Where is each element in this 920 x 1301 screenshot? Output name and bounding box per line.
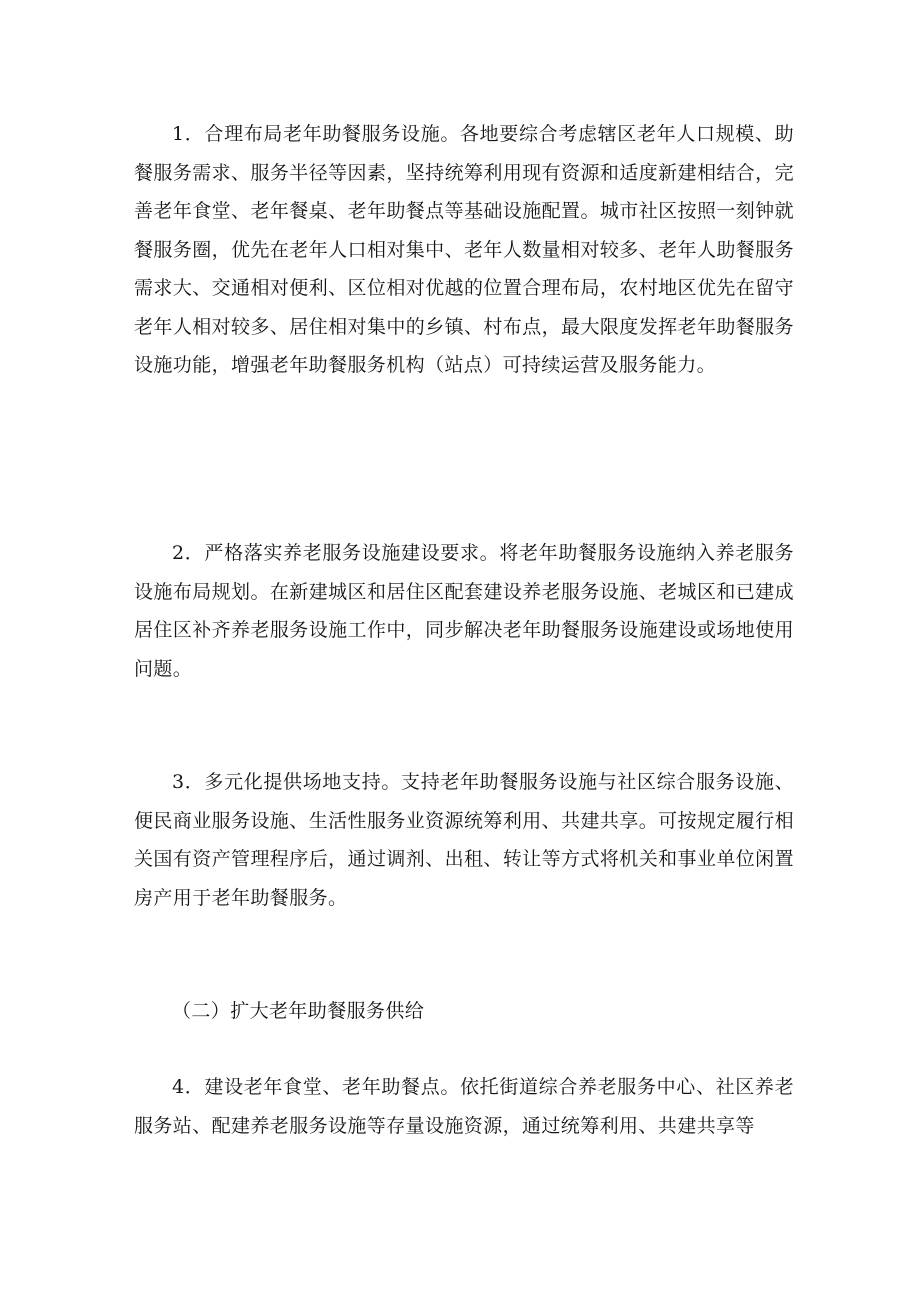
paragraph-4-build-canteens-meal-points: 4．建设老年食堂、老年助餐点。依托街道综合养老服务中心、社区养老服务站、配建养老服务设施等存量设施资源，通过统筹利用、共建共享等	[134, 1076, 794, 1137]
section-heading-expand-meal-service-supply: （二）扩大老年助餐服务供给	[172, 1000, 425, 1022]
paragraph-2-elderly-service-facility-requirements: 2．严格落实养老服务设施建设要求。将老年助餐服务设施纳入养老服务设施布局规划。在新建城区和居住区配套建设养老服务设施、老城区和已建成居住区补齐养老服务设施工作中，同步解决老年助餐服务设施建设或场地使用问题。	[134, 542, 794, 680]
paragraph-3-venue-support: 3．多元化提供场地支持。支持老年助餐服务设施与社区综合服务设施、便民商业服务设施、生活性服务业资源统筹利用、共建共享。可按规定履行相关国有资产管理程序后，通过调剂、出租、转让等方式将机关和事业单位闲置房产用于老年助餐服务。	[134, 771, 794, 909]
paragraph-1-meal-facility-layout: 1．合理布局老年助餐服务设施。各地要综合考虑辖区老年人口规模、助餐服务需求、服务半径等因素，坚持统筹利用现有资源和适度新建相结合，完善老年食堂、老年餐桌、老年助餐点等基础设施配置。城市社区按照一刻钟就餐服务圈，优先在老年人口相对集中、老年人数量相对较多、老年人助餐服务需求大、交通相对便利、区位相对优越的位置合理布局，农村地区优先在留守老年人相对较多、居住相对集中的乡镇、村布点，最大限度发挥老年助餐服务设施功能，增强老年助餐服务机构（站点）可持续运营及服务能力。	[134, 123, 794, 376]
